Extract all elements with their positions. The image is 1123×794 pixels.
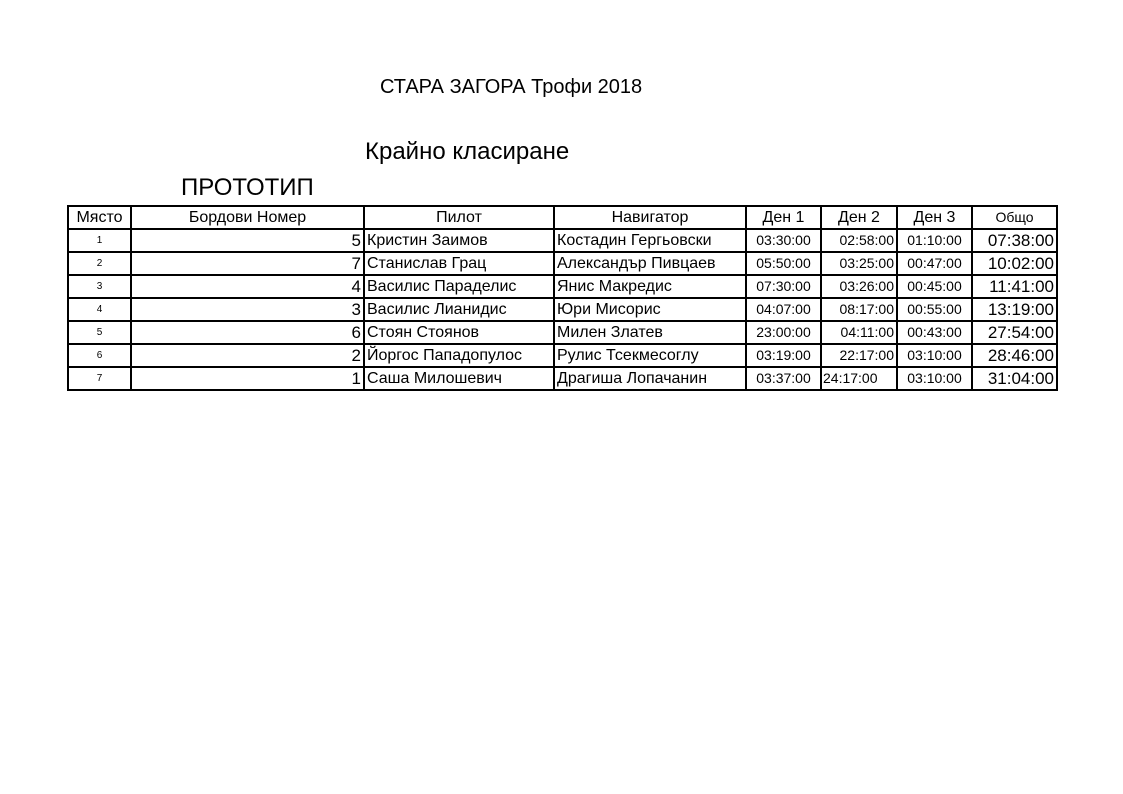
- cell-bib: 4: [131, 275, 364, 298]
- cell-day2: 24:17:00: [821, 367, 897, 390]
- cell-navigator: Янис Макредис: [554, 275, 746, 298]
- cell-bib: 7: [131, 252, 364, 275]
- cell-total: 28:46:00: [972, 344, 1057, 367]
- cell-navigator: Милен Златев: [554, 321, 746, 344]
- cell-place: 1: [68, 229, 131, 252]
- cell-pilot: Василис Параделис: [364, 275, 554, 298]
- cell-day1: 04:07:00: [746, 298, 821, 321]
- header-pilot: Пилот: [364, 206, 554, 229]
- document-subtitle: Крайно класиране: [365, 138, 570, 165]
- cell-bib: 2: [131, 344, 364, 367]
- cell-total: 27:54:00: [972, 321, 1057, 344]
- cell-bib: 6: [131, 321, 364, 344]
- cell-total: 10:02:00: [972, 252, 1057, 275]
- header-navigator: Навигатор: [554, 206, 746, 229]
- cell-navigator: Рулис Тсекмесоглу: [554, 344, 746, 367]
- table-row: [68, 252, 1057, 275]
- cell-day1: 23:00:00: [746, 321, 821, 344]
- table-row: [68, 275, 1057, 298]
- document-title: СТАРА ЗАГОРА Трофи 2018: [380, 76, 643, 98]
- cell-pilot: Кристин Заимов: [364, 229, 554, 252]
- table-row: [68, 321, 1057, 344]
- cell-navigator: Александър Пивцаев: [554, 252, 746, 275]
- table-row: [68, 298, 1057, 321]
- cell-bib: 5: [131, 229, 364, 252]
- header-bib: Бордови Номер: [131, 206, 364, 229]
- cell-navigator: Юри Мисорис: [554, 298, 746, 321]
- cell-pilot: Станислав Грац: [364, 252, 554, 275]
- cell-bib: 1: [131, 367, 364, 390]
- cell-day1: 03:19:00: [746, 344, 821, 367]
- header-total: Общо: [972, 206, 1057, 229]
- cell-pilot: Василис Лианидис: [364, 298, 554, 321]
- cell-total: 07:38:00: [972, 229, 1057, 252]
- table-row: [68, 367, 1057, 390]
- cell-day3: 00:45:00: [897, 275, 972, 298]
- cell-pilot: Стоян Стоянов: [364, 321, 554, 344]
- cell-place: 3: [68, 275, 131, 298]
- cell-day2: 03:25:00: [821, 252, 897, 275]
- cell-day2: 02:58:00: [821, 229, 897, 252]
- cell-total: 11:41:00: [972, 275, 1057, 298]
- cell-pilot: Йоргос Пападопулос: [364, 344, 554, 367]
- cell-place: 2: [68, 252, 131, 275]
- cell-place: 6: [68, 344, 131, 367]
- cell-day1: 03:37:00: [746, 367, 821, 390]
- cell-day3: 03:10:00: [897, 367, 972, 390]
- cell-day2: 22:17:00: [821, 344, 897, 367]
- cell-place: 7: [68, 367, 131, 390]
- cell-day3: 03:10:00: [897, 344, 972, 367]
- cell-day1: 07:30:00: [746, 275, 821, 298]
- header-day3: Ден 3: [897, 206, 972, 229]
- cell-day1: 05:50:00: [746, 252, 821, 275]
- category-heading: ПРОТОТИП: [181, 174, 314, 201]
- table-row: [68, 344, 1057, 367]
- results-table: [67, 205, 1058, 391]
- cell-navigator: Костадин Гергьовски: [554, 229, 746, 252]
- cell-place: 4: [68, 298, 131, 321]
- cell-total: 13:19:00: [972, 298, 1057, 321]
- cell-day3: 00:47:00: [897, 252, 972, 275]
- cell-pilot: Саша Милошевич: [364, 367, 554, 390]
- cell-place: 5: [68, 321, 131, 344]
- cell-day2: 04:11:00: [821, 321, 897, 344]
- cell-day2: 03:26:00: [821, 275, 897, 298]
- table-row: [68, 229, 1057, 252]
- header-place: Място: [68, 206, 131, 229]
- cell-day1: 03:30:00: [746, 229, 821, 252]
- cell-day3: 01:10:00: [897, 229, 972, 252]
- cell-day3: 00:43:00: [897, 321, 972, 344]
- cell-bib: 3: [131, 298, 364, 321]
- cell-total: 31:04:00: [972, 367, 1057, 390]
- header-day2: Ден 2: [821, 206, 897, 229]
- header-day1: Ден 1: [746, 206, 821, 229]
- cell-day2: 08:17:00: [821, 298, 897, 321]
- table-header-row: [68, 206, 1057, 229]
- cell-day3: 00:55:00: [897, 298, 972, 321]
- cell-navigator: Драгиша Лопачанин: [554, 367, 746, 390]
